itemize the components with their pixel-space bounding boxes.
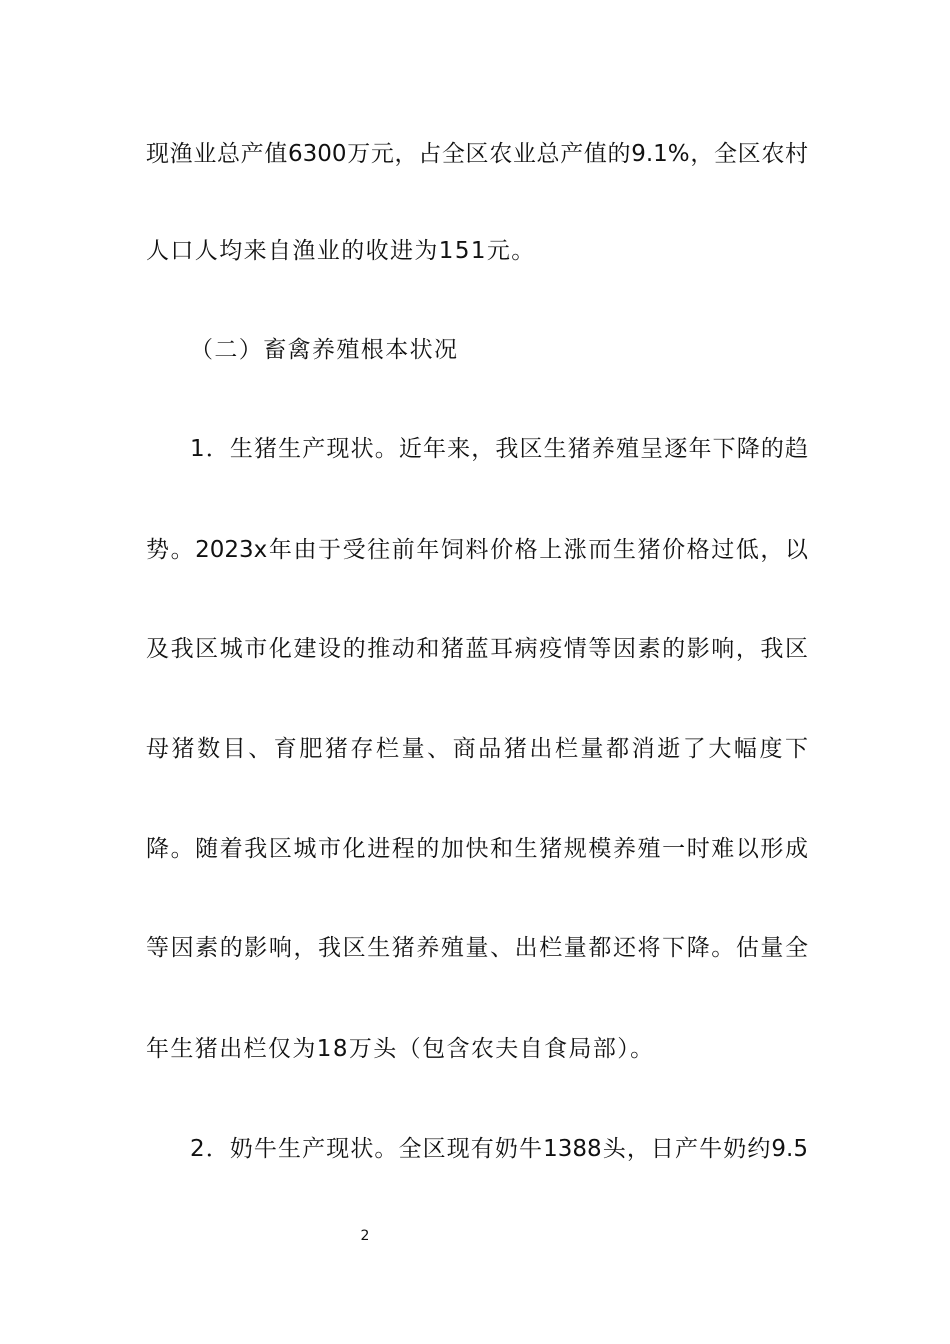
paragraph-line: 降。随着我区城市化进程的加快和生猪规模养殖一时难以形成: [146, 836, 808, 862]
page-number: 2: [360, 1228, 370, 1244]
paragraph-line: 母猪数目、育肥猪存栏量、商品猪出栏量都消逝了大幅度下: [146, 736, 808, 762]
paragraph-line: 人口人均来自渔业的收进为151元。: [146, 238, 536, 264]
paragraph-line: 2．奶牛生产现状。全区现有奶牛1388头，日产牛奶约9.5: [190, 1136, 808, 1162]
paragraph-line: 等因素的影响，我区生猪养殖量、出栏量都还将下降。估量全: [146, 935, 808, 961]
paragraph-line: 现渔业总产值6300万元，占全区农业总产值的9.1%，全区农村: [146, 141, 808, 167]
paragraph-line: 1．生猪生产现状。近年来，我区生猪养殖呈逐年下降的趋: [190, 436, 808, 462]
section-heading: （二）畜禽养殖根本状况: [190, 337, 459, 363]
paragraph-line: 势。2023x年由于受往前年饲料价格上涨而生猪价格过低，以: [146, 537, 808, 563]
paragraph-line: 及我区城市化建设的推动和猪蓝耳病疫情等因素的影响，我区: [146, 636, 808, 662]
paragraph-line: 年生猪出栏仅为18万头（包含农夫自食局部）。: [146, 1036, 655, 1062]
